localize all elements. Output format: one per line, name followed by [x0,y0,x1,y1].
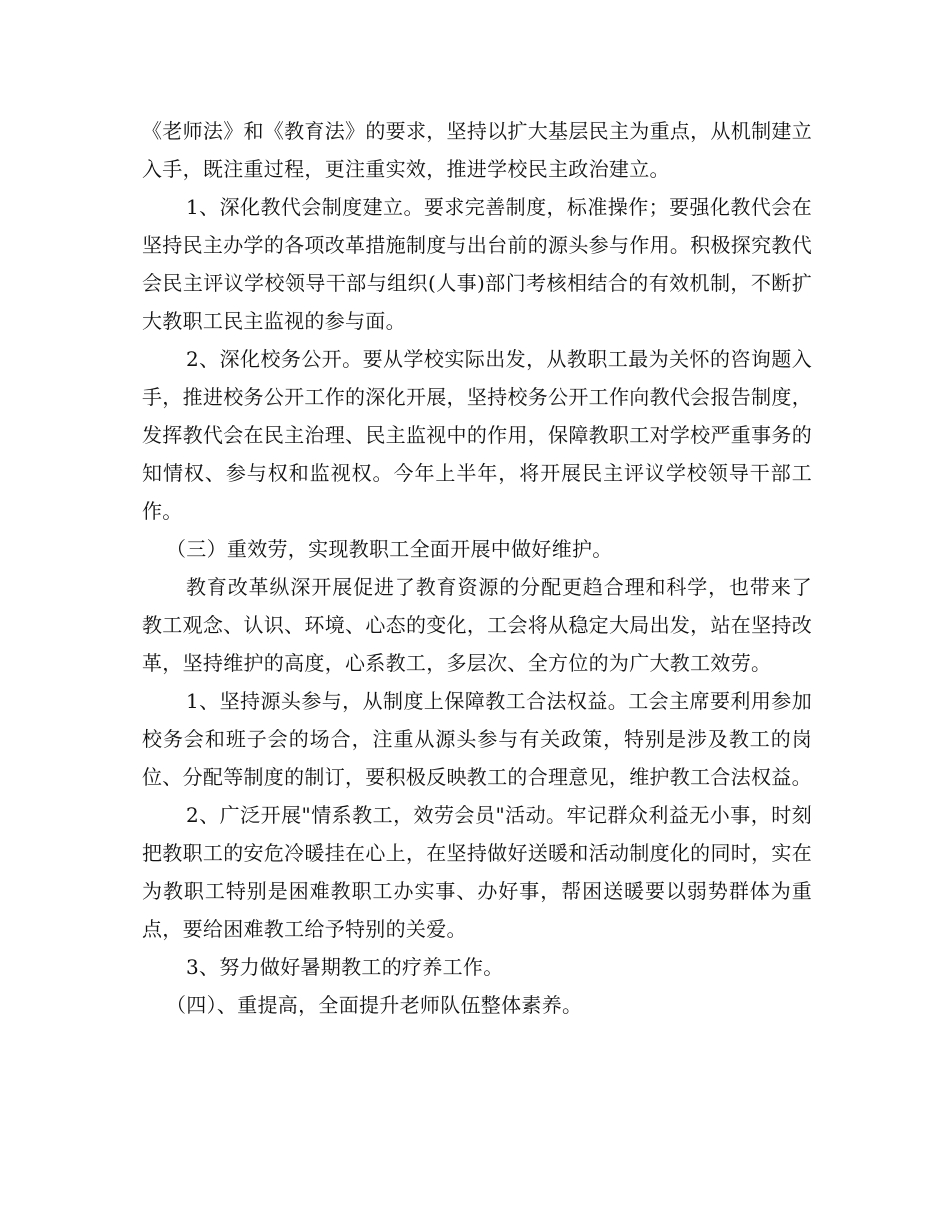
paragraph-item-3-summer-recuperation: 3、努力做好暑期教工的疗养工作。 [186,955,504,979]
section-heading-3: （三）重效劳，实现教职工全面开展中做好维护。 [166,537,613,561]
paragraph-item-2-school-affairs: 2、深化校务公开。要从学校实际出发，从教职工最为关怀的咨询题入手，推进校务公开工作的深化开展，坚持校务公开工作向教代会报告制度，发挥教代会在民主治理、民主监视中的作用，保障教职工对学校严重事务的知情权、参与权和监视权。今年上半年，将开展民主评议学校领导干部工作。 [142,347,812,523]
paragraph-item-1-source-participation: 1、坚持源头参与，从制度上保障教工合法权益。工会主席要利用参加校务会和班子会的场合，注重从源头参与有关政策，特别是涉及教工的岗位、分配等制度的制订，要积极反映教工的合理意见，维护教工合法权益。 [142,689,812,789]
paragraph-item-1-teachers-congress: 1、深化教代会制度建立。要求完善制度，标准操作；要强化教代会在坚持民主办学的各项改革措施制度与出台前的源头参与作用。积极探究教代会民主评议学校领导干部与组织(人事)部门考核相结合的有效机制，不断扩大教职工民主监视的参与面。 [142,195,812,333]
paragraph-continuation: 《老师法》和《教育法》的要求，坚持以扩大基层民主为重点，从机制建立入手，既注重过程，更注重实效，推进学校民主政治建立。 [142,119,812,181]
paragraph-education-reform: 教育改革纵深开展促进了教育资源的分配更趋合理和科学，也带来了教工观念、认识、环境、心态的变化，工会将从稳定大局出发，站在坚持改革，坚持维护的高度，心系教工，多层次、全方位的为广大教工效劳。 [142,575,812,675]
paragraph-item-2-care-activity: 2、广泛开展"情系教工，效劳会员"活动。牢记群众利益无小事，时刻把教职工的安危冷暖挂在心上，在坚持做好送暖和活动制度化的同时，实在为教职工特别是困难教职工办实事、办好事，帮困送暖要以弱势群体为重点，要给困难教工给予特别的关爱。 [142,803,812,941]
document-body [142,112,812,1024]
section-heading-4: （四）、重提高，全面提升老师队伍整体素养。 [166,993,583,1017]
